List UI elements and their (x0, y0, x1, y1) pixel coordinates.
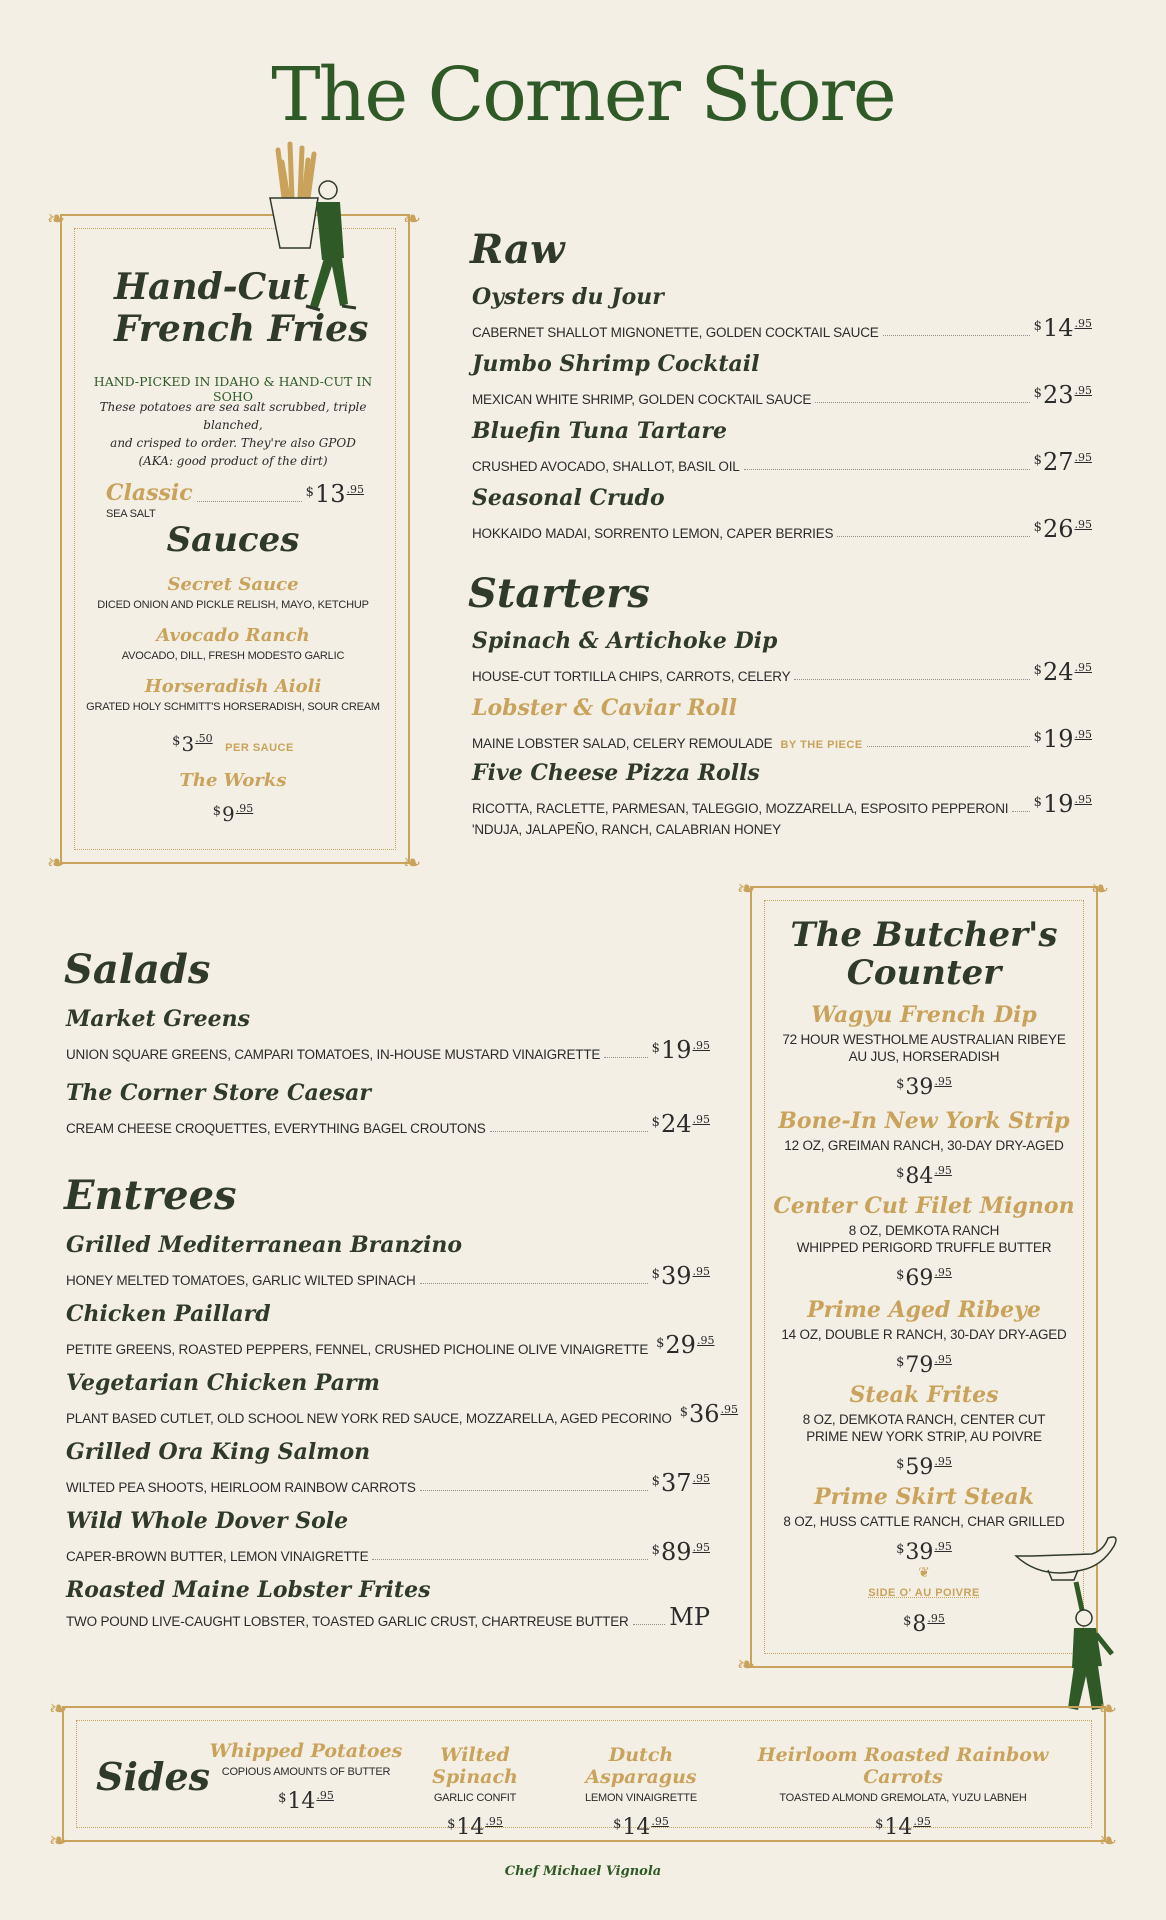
item-price: $^{\$}14^{.95}$ (875, 1815, 931, 1840)
item-name: Bluefin Tuna Tartare (472, 418, 727, 444)
corner-flourish-icon: ❧ (1098, 1829, 1118, 1854)
item-desc: COPIOUS AMOUNTS OF BUTTER (221, 1766, 391, 1778)
side-item (556, 1744, 726, 1840)
item-desc: HOKKAIDO MADAI, SORRENTO LEMON, CAPER BERRIES (472, 526, 834, 541)
sauce-name: Secret Sauce (167, 574, 299, 595)
item-desc: WILTED PEA SHOOTS, HEIRLOOM RAINBOW CARROTS (66, 1480, 416, 1495)
butcher-item (750, 1108, 1098, 1193)
item-name: Whipped Potatoes (209, 1740, 403, 1762)
item-desc: MAINE LOBSTER SALAD, CELERY REMOULADE (472, 736, 773, 751)
item-price: $^{\$}19^{.95}$ (651, 1036, 710, 1064)
starters-list (472, 628, 1092, 837)
item-name: Prime Aged Ribeye (807, 1297, 1041, 1323)
item-name: Spinach & Artichoke Dip (472, 628, 778, 654)
corner-flourish-icon: ❧ (46, 851, 66, 876)
menu-item (66, 1370, 739, 1439)
corner-flourish-icon: ❧ (736, 1653, 756, 1678)
item-price: $^{\$}59^{.95}$ (896, 1455, 952, 1480)
item-desc: TWO POUND LIVE-CAUGHT LOBSTER, TOASTED GARLIC CRUST, CHARTREUSE BUTTER (66, 1614, 629, 1629)
menu-item (472, 695, 1092, 760)
item-desc: GARLIC CONFIT (433, 1792, 517, 1804)
item-desc: WHIPPED PERIGORD TRUFFLE BUTTER (796, 1240, 1052, 1255)
starters-heading: Starters (468, 570, 650, 617)
sauce-item (80, 625, 386, 662)
item-price: $^{\$}23^{.95}$ (1033, 381, 1092, 409)
menu-item (472, 418, 1092, 485)
side-au-poivre-price: $^{\$}8^{.95}$ (903, 1612, 945, 1637)
item-name: The Corner Store Caesar (66, 1080, 372, 1106)
flourish-divider-icon: ❦ (918, 1564, 930, 1580)
item-desc: 8 OZ, HUSS CATTLE RANCH, CHAR GRILLED (783, 1514, 1065, 1529)
item-price-market: MP (669, 1603, 710, 1631)
item-price: $^{\$}14^{.95}$ (278, 1789, 334, 1814)
item-desc: CREAM CHEESE CROQUETTES, EVERYTHING BAGEL CROUTONS (66, 1121, 486, 1136)
per-sauce-label: PER SAUCE (225, 742, 294, 754)
sauce-name: Horseradish Aioli (144, 676, 322, 697)
fries-desc-line2: and crisped to order. They're also GPOD (110, 436, 356, 450)
fries-desc-line1: These potatoes are sea salt scrubbed, triple blanched, (99, 400, 367, 432)
item-price: $^{\$}14^{.95}$ (613, 1815, 669, 1840)
sauce-desc: AVOCADO, DILL, FRESH MODESTO GARLIC (121, 650, 345, 662)
item-name: Prime Skirt Steak (814, 1484, 1034, 1510)
item-price: $^{\$}26^{.95}$ (1033, 515, 1092, 543)
menu-item (66, 1080, 710, 1136)
corner-flourish-icon: ❧ (736, 877, 756, 902)
salads-heading: Salads (64, 946, 211, 993)
salads-list (66, 1006, 710, 1136)
by-the-piece-tag: BY THE PIECE (780, 739, 863, 751)
item-desc: CABERNET SHALLOT MIGNONETTE, GOLDEN COCKTAIL SAUCE (472, 325, 879, 340)
item-name: Wilted Spinach (432, 1744, 518, 1788)
sauce-price: $^{\$}3^{.50}$ (172, 732, 213, 756)
side-au-poivre-label: SIDE O' AU POIVRE (868, 1587, 980, 1599)
sauces-heading: Sauces (166, 520, 300, 560)
butcher-item (750, 1193, 1098, 1297)
item-name: Chicken Paillard (66, 1301, 271, 1327)
item-name: Oysters du Jour (472, 284, 664, 310)
item-desc: 8 OZ, DEMKOTA RANCH (848, 1223, 1000, 1238)
item-price: $^{\$}84^{.95}$ (896, 1164, 952, 1189)
menu-item (66, 1577, 710, 1629)
sauce-desc: DICED ONION AND PICKLE RELISH, MAYO, KETCHUP (97, 599, 369, 611)
item-price: $^{\$}27^{.95}$ (1033, 448, 1092, 476)
fries-heading (114, 266, 368, 350)
restaurant-title: The Corner Store (271, 52, 895, 138)
butcher-item (750, 1382, 1098, 1484)
menu-item (66, 1301, 715, 1370)
fries-tagline: HAND-PICKED IN IDAHO & HAND-CUT IN SOHO (93, 374, 373, 404)
item-desc: 12 OZ, GREIMAN RANCH, 30-DAY DRY-AGED (784, 1138, 1064, 1153)
item-desc: UNION SQUARE GREENS, CAMPARI TOMATOES, IN-HOUSE MUSTARD VINAIGRETTE (66, 1047, 601, 1062)
entrees-list (66, 1232, 739, 1631)
item-desc: CAPER-BROWN BUTTER, LEMON VINAIGRETTE (66, 1549, 369, 1564)
side-item (206, 1740, 406, 1814)
item-price: $^{\$}37^{.95}$ (651, 1469, 710, 1497)
item-desc: PLANT BASED CUTLET, OLD SCHOOL NEW YORK RED SAUCE, MOZZARELLA, AGED PECORINO (66, 1411, 672, 1426)
item-name: Grilled Ora King Salmon (66, 1439, 371, 1465)
item-name: Seasonal Crudo (472, 485, 665, 511)
menu-item (472, 760, 1092, 837)
item-name: Dutch Asparagus (585, 1744, 697, 1788)
sauce-item (80, 676, 386, 713)
item-price: $^{\$}29^{.95}$ (656, 1331, 715, 1359)
item-desc: PETITE GREENS, ROASTED PEPPERS, FENNEL, CRUSHED PICHOLINE OLIVE VINAIGRETTE (66, 1342, 649, 1357)
item-desc: CRUSHED AVOCADO, SHALLOT, BASIL OIL (472, 459, 740, 474)
item-name: Lobster & Caviar Roll (472, 695, 737, 721)
sauce-price-row (80, 727, 386, 756)
fries-heading-line1: Hand-Cut (114, 266, 310, 308)
item-desc: AU JUS, HORSERADISH (848, 1049, 1000, 1064)
butcher-heading-line2: Counter (846, 953, 1002, 993)
item-desc: PRIME NEW YORK STRIP, AU POIVRE (806, 1429, 1042, 1444)
item-name: Vegetarian Chicken Parm (66, 1370, 380, 1396)
sides-heading: Sides (96, 1754, 211, 1799)
item-name: Bone-In New York Strip (778, 1108, 1070, 1134)
butcher-item (750, 1297, 1098, 1382)
corner-flourish-icon: ❧ (48, 1829, 68, 1854)
item-desc: 14 OZ, DOUBLE R RANCH, 30-DAY DRY-AGED (781, 1327, 1067, 1342)
the-works-name: The Works (179, 770, 287, 791)
item-name: Heirloom Roasted Rainbow Carrots (757, 1744, 1049, 1788)
item-price: $^{\$}19^{.95}$ (1033, 725, 1092, 753)
menu-item (472, 351, 1092, 418)
item-desc: 72 HOUR WESTHOLME AUSTRALIAN RIBEYE (782, 1032, 1066, 1047)
item-price: $^{\$}24^{.95}$ (1033, 658, 1092, 686)
item-price: $^{\$}39^{.95}$ (896, 1075, 952, 1100)
item-name: Roasted Maine Lobster Frites (66, 1577, 431, 1603)
item-price: $^{\$}39^{.95}$ (651, 1262, 710, 1290)
classic-fries-price: $^{\$}13^{.95}$ (305, 480, 364, 508)
item-name: Jumbo Shrimp Cocktail (472, 351, 760, 377)
entrees-heading: Entrees (64, 1172, 237, 1219)
menu-item (472, 284, 1092, 351)
sauce-item (80, 574, 386, 611)
menu-item (472, 628, 1092, 695)
item-name: Market Greens (66, 1006, 251, 1032)
waiter-gravy-boat-illustration-icon (1012, 1526, 1128, 1716)
item-price: $^{\$}19^{.95}$ (1033, 790, 1092, 818)
corner-flourish-icon: ❧ (402, 851, 422, 876)
item-desc: HONEY MELTED TOMATOES, GARLIC WILTED SPINACH (66, 1273, 416, 1288)
item-price: $^{\$}89^{.95}$ (651, 1538, 710, 1566)
sauce-name: Avocado Ranch (156, 625, 310, 646)
menu-item (66, 1006, 710, 1080)
fries-heading-line2: French Fries (114, 308, 369, 350)
item-price: $^{\$}24^{.95}$ (651, 1110, 710, 1138)
corner-flourish-icon: ❧ (402, 207, 422, 232)
side-item (728, 1744, 1078, 1840)
item-price: $^{\$}79^{.95}$ (896, 1353, 952, 1378)
fries-desc-line3: (AKA: good product of the dirt) (138, 454, 328, 468)
item-name: Center Cut Filet Mignon (773, 1193, 1075, 1219)
menu-item (66, 1232, 710, 1301)
item-desc-continued: 'NDUJA, JALAPEÑO, RANCH, CALABRIAN HONEY (472, 822, 781, 837)
butcher-heading-line1: The Butcher's (790, 915, 1058, 955)
raw-list (472, 284, 1092, 552)
corner-flourish-icon: ❧ (46, 207, 66, 232)
item-name: Wagyu French Dip (811, 1002, 1037, 1028)
butcher-heading (750, 916, 1098, 992)
item-price: $^{\$}14^{.95}$ (447, 1815, 503, 1840)
item-price: $^{\$}36^{.95}$ (679, 1400, 739, 1428)
fries-description (80, 398, 386, 470)
item-desc: TOASTED ALMOND GREMOLATA, YUZU LABNEH (779, 1792, 1027, 1804)
corner-flourish-icon: ❧ (1098, 1697, 1118, 1722)
classic-fries-name: Classic (106, 480, 193, 506)
raw-heading: Raw (470, 226, 565, 273)
corner-flourish-icon: ❧ (48, 1697, 68, 1722)
item-price: $^{\$}14^{.95}$ (1033, 314, 1092, 342)
item-desc: MEXICAN WHITE SHRIMP, GOLDEN COCKTAIL SAUCE (472, 392, 812, 407)
item-desc: HOUSE-CUT TORTILLA CHIPS, CARROTS, CELERY (472, 669, 791, 684)
side-item (400, 1744, 550, 1840)
butcher-item (750, 1002, 1098, 1108)
menu-item (66, 1439, 710, 1508)
corner-flourish-icon: ❧ (1090, 877, 1110, 902)
classic-fries-desc: SEA SALT (106, 508, 156, 520)
item-desc: LEMON VINAIGRETTE (584, 1792, 698, 1804)
item-name: Five Cheese Pizza Rolls (472, 760, 760, 786)
item-desc: RICOTTA, RACLETTE, PARMESAN, TALEGGIO, MOZZARELLA, ESPOSITO PEPPERONI (472, 801, 1009, 816)
sauce-desc: GRATED HOLY SCHMITT'S HORSERADISH, SOUR CREAM (86, 701, 380, 713)
classic-fries-row (106, 478, 364, 506)
item-name: Steak Frites (849, 1382, 999, 1408)
item-desc: 8 OZ, DEMKOTA RANCH, CENTER CUT (802, 1412, 1046, 1427)
sauce-list (80, 574, 386, 826)
item-name: Wild Whole Dover Sole (66, 1508, 349, 1534)
menu-item (66, 1508, 710, 1577)
item-price: $^{\$}39^{.95}$ (896, 1540, 952, 1565)
menu-item (472, 485, 1092, 552)
the-works-price: $^{\$}9^{.95}$ (212, 802, 254, 826)
item-name: Grilled Mediterranean Branzino (66, 1232, 463, 1258)
chef-signature: Chef Michael Vignola (504, 1864, 662, 1879)
item-price: $^{\$}69^{.95}$ (896, 1266, 952, 1291)
